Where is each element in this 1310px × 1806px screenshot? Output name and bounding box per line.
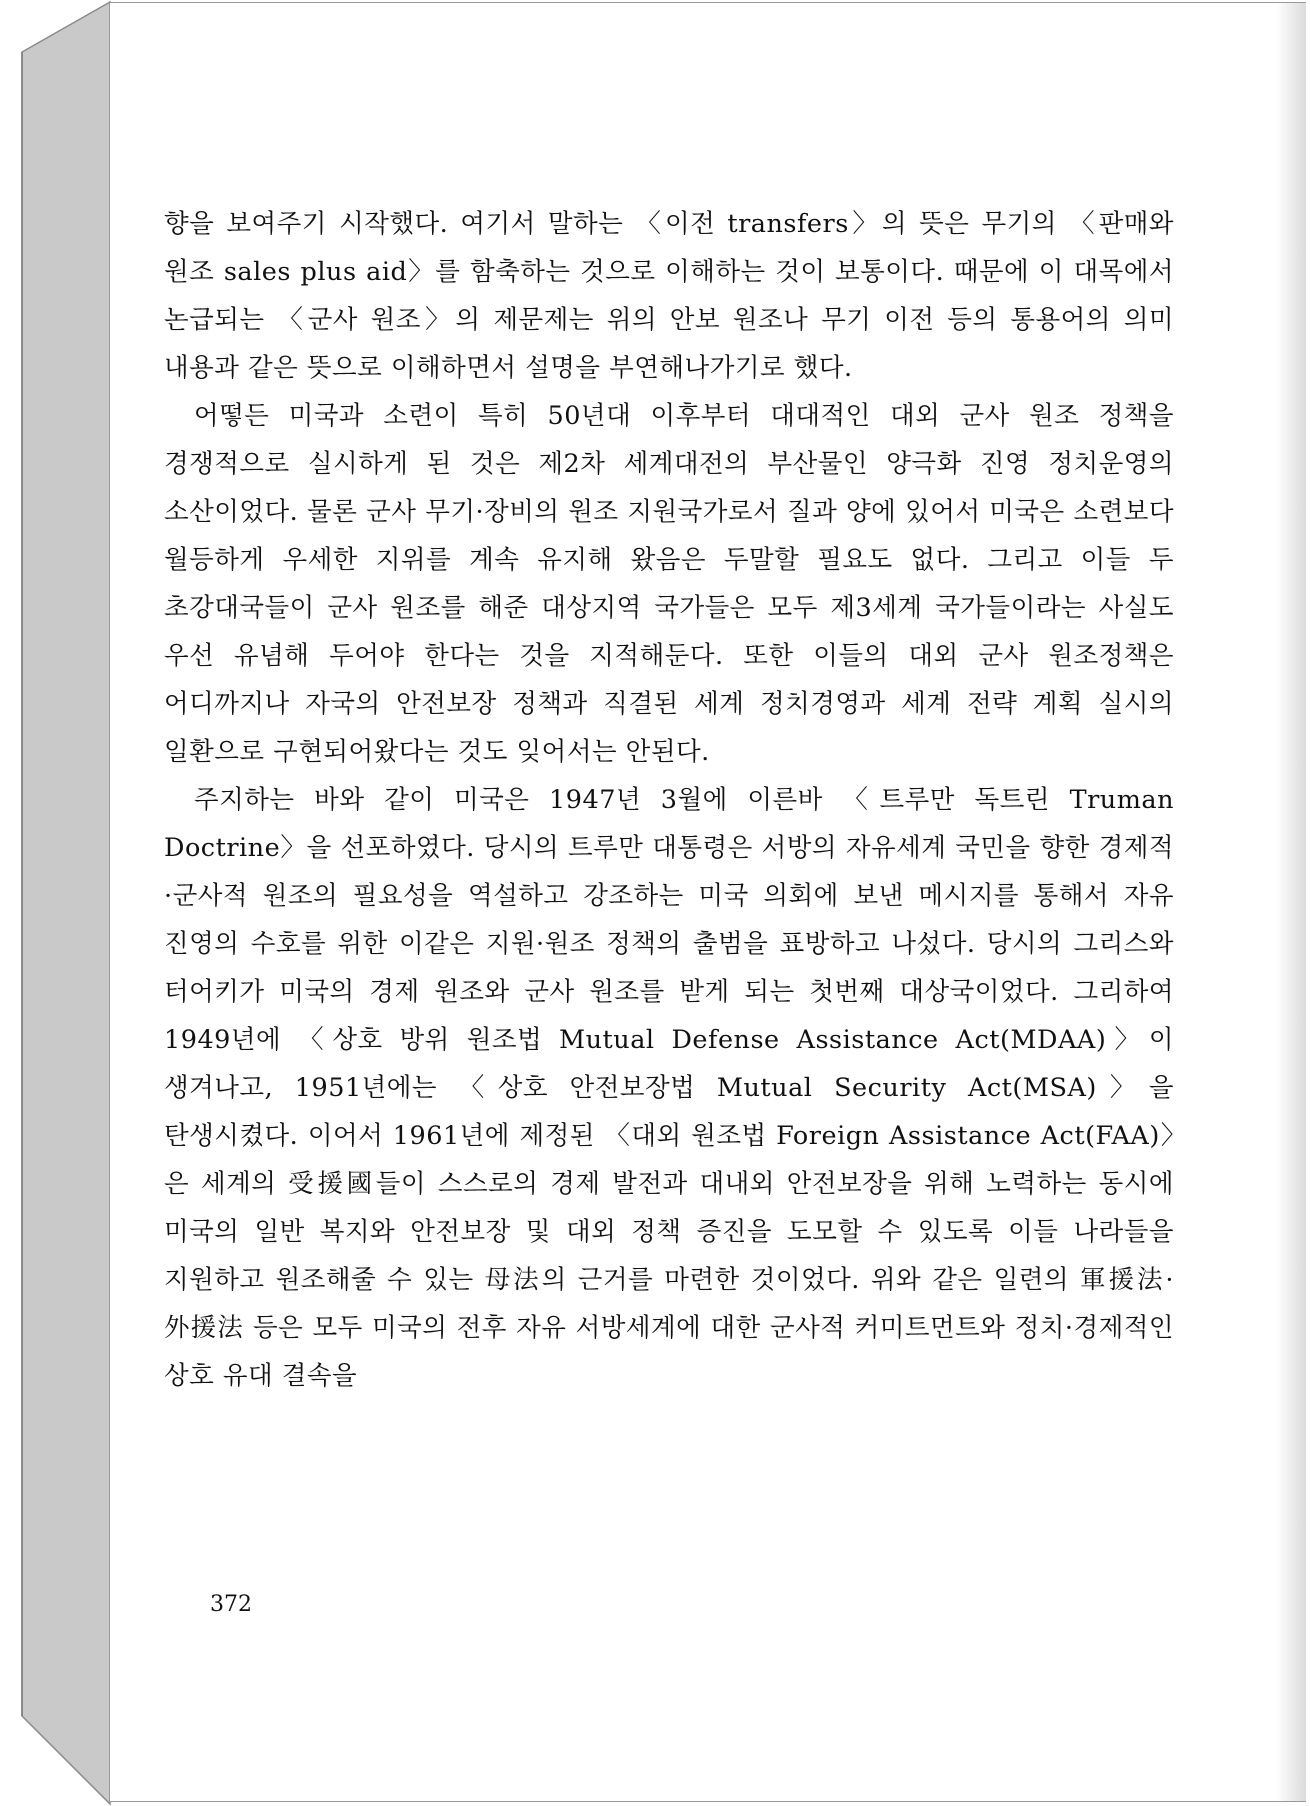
paragraph-3: 주지하는 바와 같이 미국은 1947년 3월에 이른바 〈트루만 독트린 Truman Doctrine〉을 선포하였다. 당시의 트루만 대통령은 서방의 자유세계 국민을 향한 경제적·군사적 원조의 필요성을 역설하고 강조하는 미국 의회에 보낸 메시지를 통해서 자유 진영의 수호를 위한 이같은 지원·원조 정책의 출범을 표방하고 나섰다. 당시의 그리스와 터어키가 미국의 경제 원조와 군사 원조를 받게 되는 첫번째 대상국이었다. 그리하여 1949년에 〈상호 방위 원조법 Mutual Defense Assistance Act(MDAA)〉이 생겨나고, 1951년에는 〈상호 안전보장법 Mutual Security Act(MSA)〉을 탄생시켰다. 이어서 1961년에 제정된 〈대외 원조법 Foreign Assistance Act(FAA)〉은 세계의 受援國들이 스스로의 경제 발전과 대내외 안전보장을 위해 노력하는 동시에 미국의 일반 복지와 안전보장 및 대외 정책 증진을 도모할 수 있도록 이들 나라들을 지원하고 원조해줄 수 있는 母法의 근거를 마련한 것이었다. 위와 같은 일련의 軍援法·外援法 등은 모두 미국의 전후 자유 서방세계에 대한 군사적 커미트먼트와 정치·경제적인 상호 유대 결속을: [164, 785, 1174, 1391]
paragraph-2: 어떻든 미국과 소련이 특히 50년대 이후부터 대대적인 대외 군사 원조 정책을 경쟁적으로 실시하게 된 것은 제2차 세계대전의 부산물인 양극화 진영 정치운영의 소산이었다. 물론 군사 무기·장비의 원조 지원국가로서 질과 양에 있어서 미국은 소련보다 월등하게 우세한 지위를 계속 유지해 왔음은 두말할 필요도 없다. 그리고 이들 두 초강대국들이 군사 원조를 해준 대상지역 국가들은 모두 제3세계 국가들이라는 사실도 우선 유념해 두어야 한다는 것을 지적해둔다. 또한 이들의 대외 군사 원조정책은 어디까지나 자국의 안전보장 정책과 직결된 세계 정치경영과 세계 전략 계획 실시의 일환으로 구현되어왔다는 것도 잊어서는 안된다.: [164, 401, 1174, 767]
body-text: [164, 200, 1174, 1400]
paragraph-1: 향을 보여주기 시작했다. 여기서 말하는 〈이전 transfers〉의 뜻은 무기의 〈판매와 원조 sales plus aid〉를 함축하는 것으로 이해하는 것이 보통이다. 때문에 이 대목에서 논급되는 〈군사 원조〉의 제문제는 위의 안보 원조나 무기 이전 등의 통용어의 의미 내용과 같은 뜻으로 이해하면서 설명을 부연해나가기로 했다.: [164, 209, 1174, 383]
page-edge-shadow: [1276, 3, 1306, 1801]
page-number: 372: [210, 1592, 252, 1617]
